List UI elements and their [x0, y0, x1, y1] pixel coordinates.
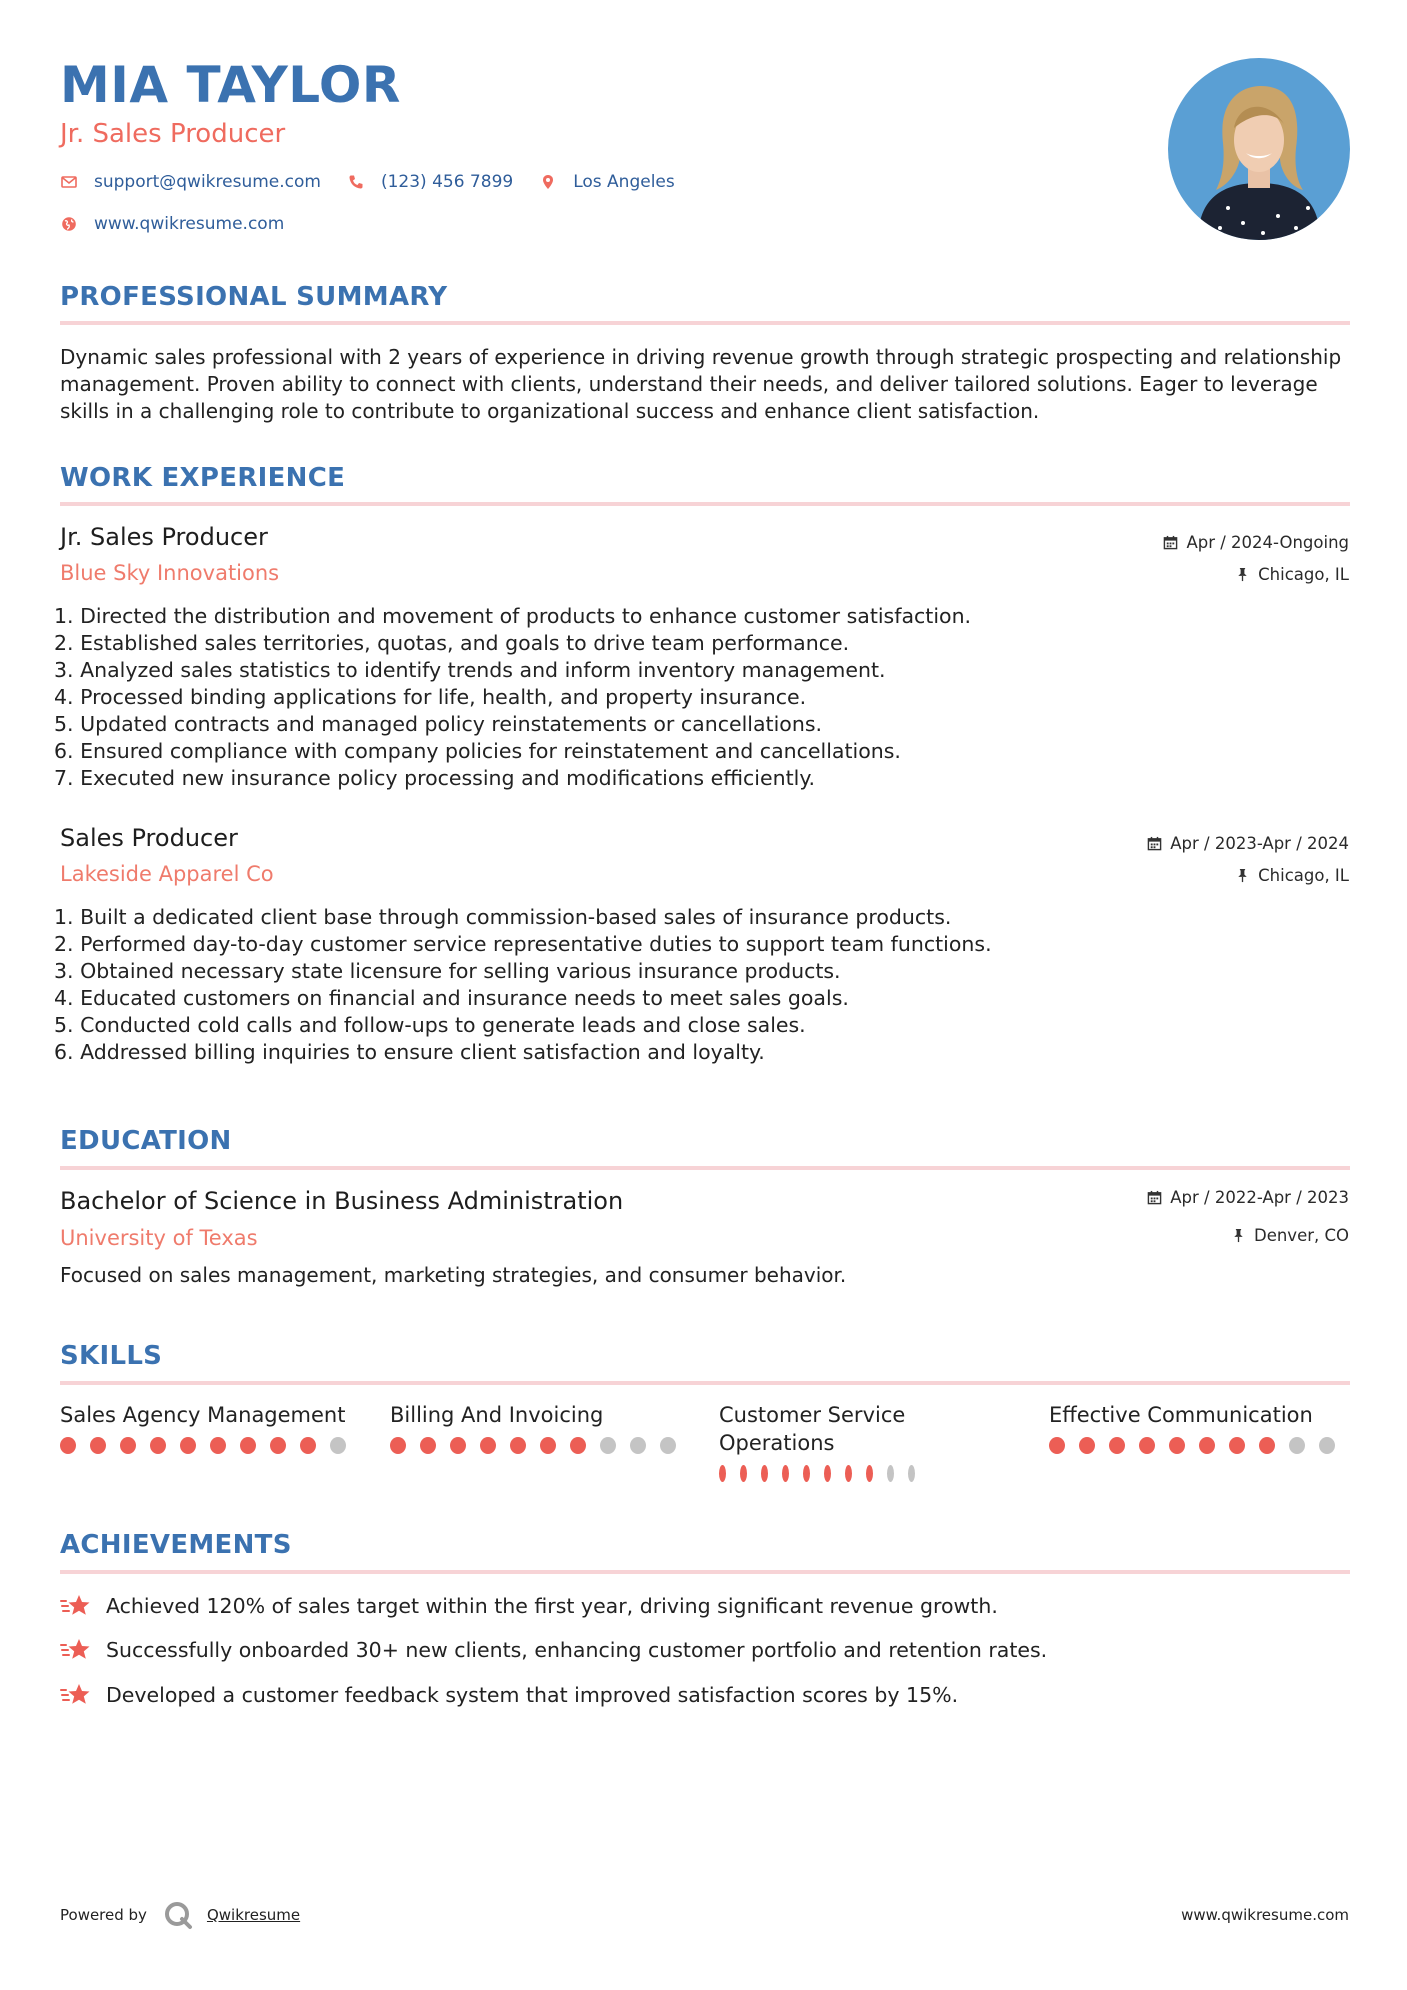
summary-text: Dynamic sales professional with 2 years of experience in driving revenue growth through strategic prospecting and relationship management. Proven ability to connect with clients, understand their needs, and deliver tailored solutions. Eager to leverage skills in a challenging role to contribute to organizational success and enhance client satisfaction.: [60, 345, 1342, 423]
rating-dot-filled: [1169, 1437, 1185, 1454]
shooting-star-icon: [60, 1592, 92, 1620]
skill-rating: [390, 1437, 690, 1454]
rating-dot-filled: [300, 1437, 316, 1454]
summary-heading: PROFESSIONAL SUMMARY: [60, 282, 448, 312]
skill-rating: [1049, 1437, 1349, 1454]
contact-phone[interactable]: [347, 172, 513, 192]
job-location-text: Chicago, IL: [1258, 565, 1349, 584]
education-location-text: Denver, CO: [1253, 1226, 1349, 1245]
skills-heading: SKILLS: [60, 1341, 163, 1371]
job-location: [1235, 565, 1349, 584]
rating-dot-empty: [1289, 1437, 1305, 1454]
skill-name: Customer Service Operations: [719, 1403, 906, 1455]
achievements-divider: [60, 1570, 1350, 1574]
rating-dot-empty: [630, 1437, 646, 1454]
job-dates-text: Apr / 2023-Apr / 2024: [1170, 834, 1349, 853]
job-company: Blue Sky Innovations: [60, 561, 280, 585]
candidate-name: MIA TAYLOR: [60, 56, 401, 114]
job-title: Sales Producer: [60, 824, 238, 852]
experience-divider: [60, 502, 1350, 506]
rating-dot-filled: [824, 1465, 831, 1482]
rating-dot-filled: [761, 1465, 768, 1482]
rating-dot-empty: [908, 1465, 915, 1482]
rating-dot-empty: [887, 1465, 894, 1482]
contact-website[interactable]: [60, 214, 284, 234]
skill-name: Effective Communication: [1049, 1403, 1313, 1427]
education-heading: EDUCATION: [60, 1126, 232, 1156]
education-dates-text: Apr / 2022-Apr / 2023: [1170, 1188, 1349, 1207]
achievement-text: Successfully onboarded 30+ new clients, enhancing customer portfolio and retention rates.: [106, 1638, 1048, 1662]
job-dates: [1147, 834, 1349, 853]
contact-email[interactable]: [60, 172, 321, 192]
list-item: 3. Obtained necessary state licensure for selling various insurance products.: [54, 959, 841, 983]
rating-dot-filled: [1079, 1437, 1095, 1454]
rating-dot-filled: [1259, 1437, 1275, 1454]
shooting-star-icon: [60, 1636, 92, 1664]
rating-dot-filled: [180, 1437, 196, 1454]
rating-dot-filled: [719, 1465, 726, 1482]
job-location: [1235, 866, 1349, 885]
footer-site-link[interactable]: www.qwikresume.com: [1181, 1906, 1349, 1924]
list-item: 1. Built a dedicated client base through commission-based sales of insurance products.: [54, 905, 952, 929]
qwikresume-logo-icon: [163, 1900, 193, 1930]
contact-location: [539, 172, 675, 192]
education-location: [1231, 1226, 1349, 1245]
rating-dot-empty: [660, 1437, 676, 1454]
rating-dot-filled: [390, 1437, 406, 1454]
job-location-text: Chicago, IL: [1258, 866, 1349, 885]
rating-dot-filled: [90, 1437, 106, 1454]
map-pin-icon: [539, 173, 557, 191]
rating-dot-filled: [570, 1437, 586, 1454]
shooting-star-icon: [60, 1681, 92, 1709]
location-text: Los Angeles: [573, 172, 675, 192]
list-item: 3. Analyzed sales statistics to identify trends and inform inventory management.: [54, 658, 886, 682]
rating-dot-empty: [600, 1437, 616, 1454]
rating-dot-filled: [60, 1437, 76, 1454]
achievement-item: [60, 1592, 998, 1620]
education-divider: [60, 1166, 1350, 1170]
education-description: Focused on sales management, marketing strategies, and consumer behavior.: [60, 1263, 847, 1287]
website-text: www.qwikresume.com: [94, 214, 285, 234]
pushpin-icon: [1231, 1228, 1246, 1243]
skill-rating: [60, 1437, 360, 1454]
rating-dot-filled: [150, 1437, 166, 1454]
job-bullets: [54, 904, 992, 1066]
rating-dot-filled: [782, 1465, 789, 1482]
experience-heading: WORK EXPERIENCE: [60, 463, 346, 493]
list-item: 2. Performed day-to-day customer service representative duties to support team functions.: [54, 932, 992, 956]
achievement-item: [60, 1636, 1047, 1664]
list-item: 4. Processed binding applications for life, health, and property insurance.: [54, 685, 807, 709]
achievement-item: [60, 1681, 958, 1709]
job-title: Jr. Sales Producer: [60, 523, 268, 551]
rating-dot-filled: [120, 1437, 136, 1454]
list-item: 6. Ensured compliance with company policies for reinstatement and cancellations.: [54, 739, 901, 763]
rating-dot-filled: [1049, 1437, 1065, 1454]
job-dates: [1163, 533, 1349, 552]
calendar-icon: [1147, 1190, 1162, 1205]
powered-by-label: Powered by: [60, 1906, 147, 1924]
rating-dot-filled: [480, 1437, 496, 1454]
rating-dot-filled: [1139, 1437, 1155, 1454]
rating-dot-filled: [450, 1437, 466, 1454]
achievement-text: Developed a customer feedback system that improved satisfaction scores by 15%.: [106, 1683, 959, 1707]
profile-photo: [1168, 58, 1350, 240]
skill-name: Sales Agency Management: [60, 1403, 346, 1427]
candidate-role: Jr. Sales Producer: [60, 119, 286, 149]
globe-icon: [60, 215, 78, 233]
contact-row-primary: [60, 172, 701, 192]
skills-divider: [60, 1381, 1350, 1385]
job-company: Lakeside Apparel Co: [60, 862, 274, 886]
envelope-icon: [60, 173, 78, 191]
phone-icon: [347, 173, 365, 191]
list-item: 5. Conducted cold calls and follow-ups to generate leads and close sales.: [54, 1013, 806, 1037]
skill-item: [390, 1401, 690, 1454]
list-item: 2. Established sales territories, quotas, and goals to drive team performance.: [54, 631, 850, 655]
achievement-text: Achieved 120% of sales target within the first year, driving significant revenue growth.: [106, 1594, 998, 1618]
calendar-icon: [1163, 535, 1178, 550]
skill-item: [1049, 1401, 1349, 1454]
rating-dot-filled: [540, 1437, 556, 1454]
education-dates: [1147, 1188, 1349, 1207]
rating-dot-filled: [740, 1465, 747, 1482]
skill-item: [60, 1401, 360, 1454]
degree-title: Bachelor of Science in Business Administration: [60, 1187, 624, 1215]
rating-dot-filled: [1109, 1437, 1125, 1454]
job-dates-text: Apr / 2024-Ongoing: [1186, 533, 1349, 552]
rating-dot-empty: [1319, 1437, 1335, 1454]
rating-dot-filled: [270, 1437, 286, 1454]
rating-dot-empty: [330, 1437, 346, 1454]
email-text: support@qwikresume.com: [94, 172, 321, 192]
school-name: University of Texas: [60, 1226, 258, 1250]
footer-powered-by: [60, 1900, 300, 1930]
rating-dot-filled: [845, 1465, 852, 1482]
rating-dot-filled: [866, 1465, 873, 1482]
pushpin-icon: [1235, 567, 1250, 582]
achievements-heading: ACHIEVEMENTS: [60, 1530, 292, 1560]
qwikresume-link[interactable]: Qwikresume: [206, 1906, 301, 1924]
rating-dot-filled: [240, 1437, 256, 1454]
phone-text: (123) 456 7899: [380, 172, 514, 192]
skill-rating: [719, 1465, 929, 1482]
rating-dot-filled: [510, 1437, 526, 1454]
rating-dot-filled: [420, 1437, 436, 1454]
list-item: 4. Educated customers on financial and insurance needs to meet sales goals.: [54, 986, 849, 1010]
summary-divider: [60, 321, 1350, 325]
skill-name: Billing And Invoicing: [390, 1403, 604, 1427]
list-item: 1. Directed the distribution and movement of products to enhance customer satisfaction.: [54, 604, 972, 628]
rating-dot-filled: [210, 1437, 226, 1454]
rating-dot-filled: [1199, 1437, 1215, 1454]
contact-row-secondary: [60, 214, 310, 234]
pushpin-icon: [1235, 868, 1250, 883]
skill-item: [719, 1401, 929, 1482]
list-item: 6. Addressed billing inquiries to ensure client satisfaction and loyalty.: [54, 1040, 765, 1064]
rating-dot-filled: [803, 1465, 810, 1482]
calendar-icon: [1147, 836, 1162, 851]
job-bullets: [54, 603, 971, 792]
list-item: 5. Updated contracts and managed policy reinstatements or cancellations.: [54, 712, 823, 736]
rating-dot-filled: [1229, 1437, 1245, 1454]
list-item: 7. Executed new insurance policy processing and modifications efficiently.: [54, 766, 816, 790]
